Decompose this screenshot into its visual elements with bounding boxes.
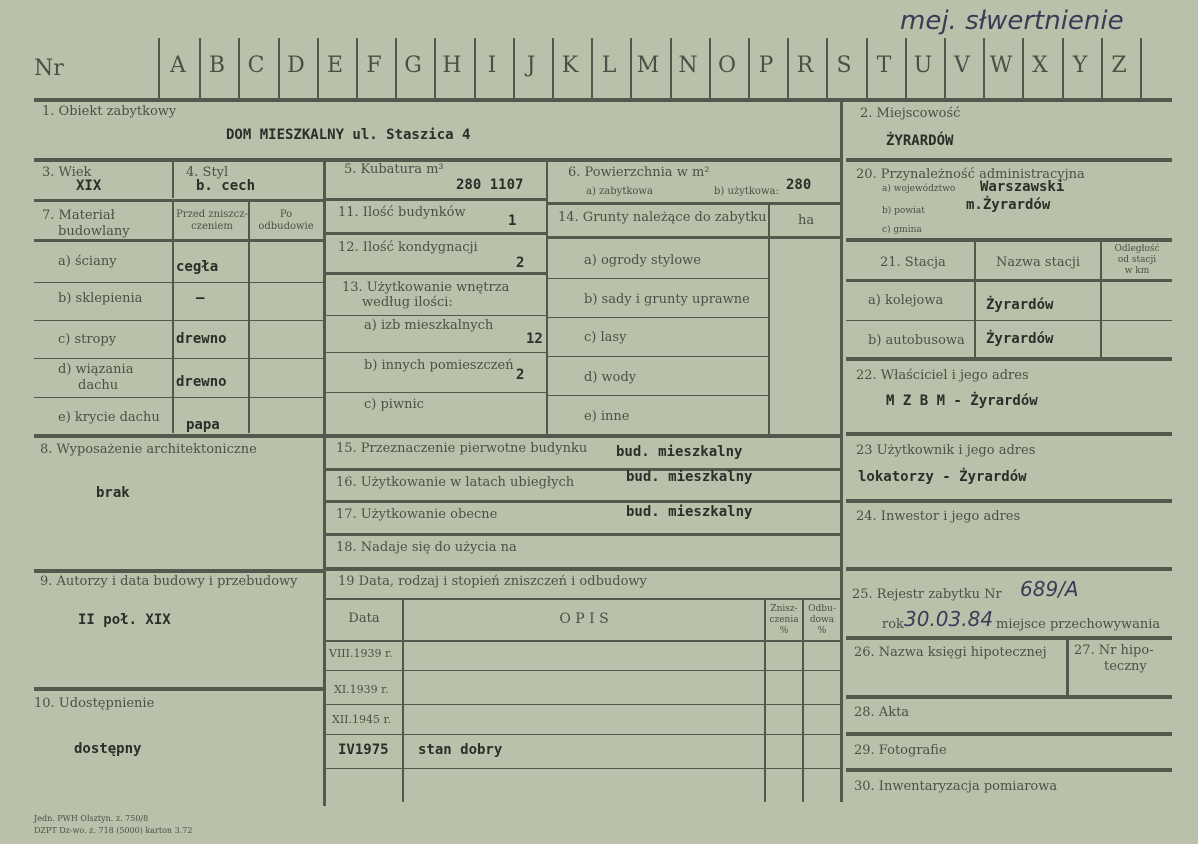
index-letter: N [678,53,698,78]
index-letter: F [366,53,382,78]
f14-row: c) lasy [584,330,627,345]
f21-name-col: Nazwa stacji [995,255,1081,270]
f22-value: M Z B M - Żyrardów [886,393,1038,409]
footer-print-line2: DZPT Dz-wo. z. 718 (5000) karton 3.72 [34,826,193,835]
letter-divider [1140,38,1142,100]
index-letter: P [758,53,774,78]
f12-value: 2 [516,255,525,271]
divider [326,670,840,671]
handwritten-note: mej. słwertnienie [900,6,1124,36]
f19-col-rebuilt-line1: Odbu- [808,604,836,614]
divider [326,500,840,503]
divider [548,278,770,279]
f25-year-label: rok [882,617,904,632]
divider [326,198,548,201]
divider [326,468,840,471]
divider [846,432,1172,436]
f9-value: II poł. XIX [78,612,171,628]
divider [846,636,1172,640]
f14-row: a) ogrody stylowe [584,253,701,268]
divider [548,356,770,357]
divider [326,640,840,642]
index-letter: S [836,53,852,78]
divider [846,768,1172,772]
f17-value: bud. mieszkalny [626,504,753,520]
f19-row-date: VIII.1939 r. [329,647,393,660]
divider [846,320,1172,321]
f10-value: dostępny [74,741,142,757]
divider [34,687,324,691]
f1-label: 1. Obiekt zabytkowy [42,104,177,119]
f3-label: 3. Wiek [42,165,92,180]
index-letter: O [717,53,737,78]
f17-label: 17. Użytkowanie obecne [336,507,498,522]
divider [34,239,324,242]
header-rule [34,98,1172,102]
f6-b-value: 280 [786,177,812,193]
f6-label: 6. Powierzchnia w m² [568,165,710,180]
f19-row-desc: stan dobry [418,742,503,758]
index-letter: D [287,53,305,78]
f16-label: 16. Użytkowanie w latach ubiegłych [336,475,575,490]
nr-label: Nr [34,56,64,81]
divider [846,567,1172,571]
f27-label-line1: 27. Nr hipo- [1074,643,1154,658]
f14-unit: ha [798,213,815,228]
f7-label-line1: 7. Materiał [42,208,115,223]
divider [326,392,548,393]
f11-value: 1 [508,213,517,229]
f13-row-value: 2 [516,367,525,383]
f8-label: 8. Wyposażenie architektoniczne [40,442,257,457]
f20-b-value: m.Żyrardów [966,197,1051,213]
index-letter: M [636,53,660,78]
f13-label-line1: 13. Użytkowanie wnętrza [342,280,510,295]
f19-row-date: XI.1939 r. [334,683,389,696]
divider [846,238,1172,242]
left-column-divider [323,160,326,806]
f14-label: 14. Grunty należące do zabytku [558,210,767,225]
divider [34,358,324,359]
divider [846,732,1172,736]
index-letter: T [876,53,892,78]
f5-label: 5. Kubatura m³ [344,162,444,177]
index-letter: W [989,53,1013,78]
f6-a-label: a) zabytkowa [586,186,653,197]
f13-row-label: b) innych pomieszczeń [364,358,514,373]
f25-number: 689/A [1020,577,1079,601]
f7-col-before-line1: Przed zniszcz- [176,209,248,220]
f28-label: 28. Akta [854,705,910,720]
divider [326,704,840,705]
index-letter: I [487,53,497,78]
f13-row-value: 12 [526,331,543,347]
divider [846,279,1172,282]
divider [326,315,548,316]
index-letter: J [526,53,536,78]
divider [548,317,770,318]
divider [974,240,976,358]
f23-value: lokatorzy - Żyrardów [858,469,1027,485]
f15-value: bud. mieszkalny [616,444,743,460]
f8-value: brak [96,485,130,501]
f7-row-label: a) ściany [58,254,117,269]
f2-label: 2. Miejscowość [860,106,961,121]
divider [172,162,174,198]
index-letter: B [208,53,226,78]
index-letter: K [561,53,579,78]
f19-col-desc: O P I S [559,611,609,627]
f19-col-rebuilt-line3: % [817,626,827,636]
divider [402,600,404,802]
index-letter: Y [1072,53,1088,78]
f21-label: 21. Stacja [880,255,946,270]
divider [34,397,324,398]
footer-print-line1: Jedn. PWH Olsztyn. z. 750/8 [34,814,149,823]
f20-label: 20. Przynależność administracyjna [856,167,1085,182]
f1-value: DOM MIESZKALNY ul. Staszica 4 [226,127,471,143]
index-letter: U [913,53,933,78]
f25-year: 30.03.84 [904,607,994,631]
f9-label: 9. Autorzy i data budowy i przebudowy [40,574,298,589]
f7-col-before-line2: czeniem [191,221,233,232]
f7-row-label: d) wiązania [58,362,134,377]
f7-col-after-line2: odbudowie [258,221,314,232]
f19-row-date: IV1975 [338,742,389,758]
f24-label: 24. Inwestor i jego adres [856,509,1021,524]
f6-b-label: b) użytkowa: [714,186,779,197]
f15-label: 15. Przeznaczenie pierwotne budynku [336,441,588,456]
index-letter: V [954,53,970,78]
divider [34,434,324,438]
divider [1066,638,1069,696]
divider [172,201,174,433]
index-letter: E [326,53,344,78]
f18-label: 18. Nadaje się do użycia na [336,540,517,555]
divider [34,320,324,321]
f7-row-value: cegła [176,259,219,275]
f26-label: 26. Nazwa księgi hipotecznej [854,645,1047,660]
f7-row-label-line2: dachu [78,378,119,393]
f21-dist-line2: od stacji [1117,255,1157,265]
f25-place-label: miejsce przechowywania [996,617,1161,632]
f11-label: 11. Ilość budynków [338,205,466,220]
f7-row-value: papa [186,417,220,433]
divider [326,567,840,571]
f13-label-line2: według ilości: [362,295,453,310]
index-letter: H [442,53,462,78]
index-letter: L [601,53,617,78]
index-letter: R [796,53,814,78]
f22-label: 22. Właściciel i jego adres [856,368,1029,383]
f7-col-after-line1: Po [279,209,293,220]
f2-value: ŻYRARDÓW [886,133,954,149]
f21-row-value: Żyrardów [986,331,1054,347]
f7-label-line2: budowlany [58,224,130,239]
f25-label: 25. Rejestr zabytku Nr [852,587,1002,602]
f12-label: 12. Ilość kondygnacji [338,240,478,255]
index-letter: Z [1111,53,1127,78]
f4-value: b. cech [196,178,256,194]
f4-label: 4. Styl [186,165,229,180]
right-column-divider [840,100,843,802]
f19-col-destroyed-line2: czenia [769,615,799,625]
divider [846,499,1172,503]
f7-row-label: b) sklepienia [58,291,143,306]
f14-row: b) sady i grunty uprawne [584,292,750,307]
divider [326,734,840,735]
f14-row: e) inne [584,409,630,424]
f21-dist-line1: Odległość [1114,244,1160,254]
index-letter: X [1032,53,1048,78]
divider [326,352,548,353]
f7-row-label: e) krycie dachu [58,410,160,425]
divider [846,357,1172,361]
index-letter: C [247,53,265,78]
f30-label: 30. Inwentaryzacja pomiarowa [854,779,1058,794]
f21-dist-line3: w km [1124,266,1150,276]
f13-row-label: a) izb mieszkalnych [364,318,494,333]
f19-label: 19 Data, rodzaj i stopień zniszczeń i odbudowy [338,574,647,589]
divider [846,695,1172,699]
f13-row-label: c) piwnic [364,397,424,412]
divider [1100,240,1102,358]
f19-col-date: Data [348,611,380,626]
divider [34,569,324,573]
f3-value: XIX [76,178,102,194]
f21-row-label: b) autobusowa [868,333,965,348]
f19-col-rebuilt-line2: dowa [809,615,835,625]
f7-row-value: — [196,290,205,306]
divider [548,236,840,239]
divider [326,434,840,438]
divider [548,395,770,396]
f19-row-date: XII.1945 r. [332,713,392,726]
f20-c-label: c) gmina [882,225,922,235]
f21-row-label: a) kolejowa [868,293,944,308]
f20-a-value: Warszawski [980,179,1065,195]
f20-a-label: a) województwo [882,184,956,194]
divider [846,158,1172,162]
f14-row: d) wody [584,370,637,385]
divider [34,282,324,283]
divider [326,533,840,536]
index-letter: A [170,53,186,78]
divider [326,272,548,275]
f27-label-line2: teczny [1104,659,1147,674]
divider [548,202,840,205]
f20-b-label: b) powiat [882,206,925,216]
f19-col-destroyed-line3: % [779,626,789,636]
divider [248,201,250,433]
index-letter: G [404,53,422,78]
f7-row-value: drewno [176,331,227,347]
divider [34,199,324,202]
divider [326,768,840,769]
f19-col-destroyed-line1: Znisz- [770,604,798,614]
divider [326,232,548,235]
f7-row-value: drewno [176,374,227,390]
f5-value: 280 1107 [456,177,524,193]
f29-label: 29. Fotografie [854,743,947,758]
f23-label: 23 Użytkownik i jego adres [856,443,1036,458]
f16-value: bud. mieszkalny [626,469,753,485]
f7-row-label: c) stropy [58,332,117,347]
f10-label: 10. Udostępnienie [34,696,155,711]
f21-row-value: Żyrardów [986,297,1054,313]
